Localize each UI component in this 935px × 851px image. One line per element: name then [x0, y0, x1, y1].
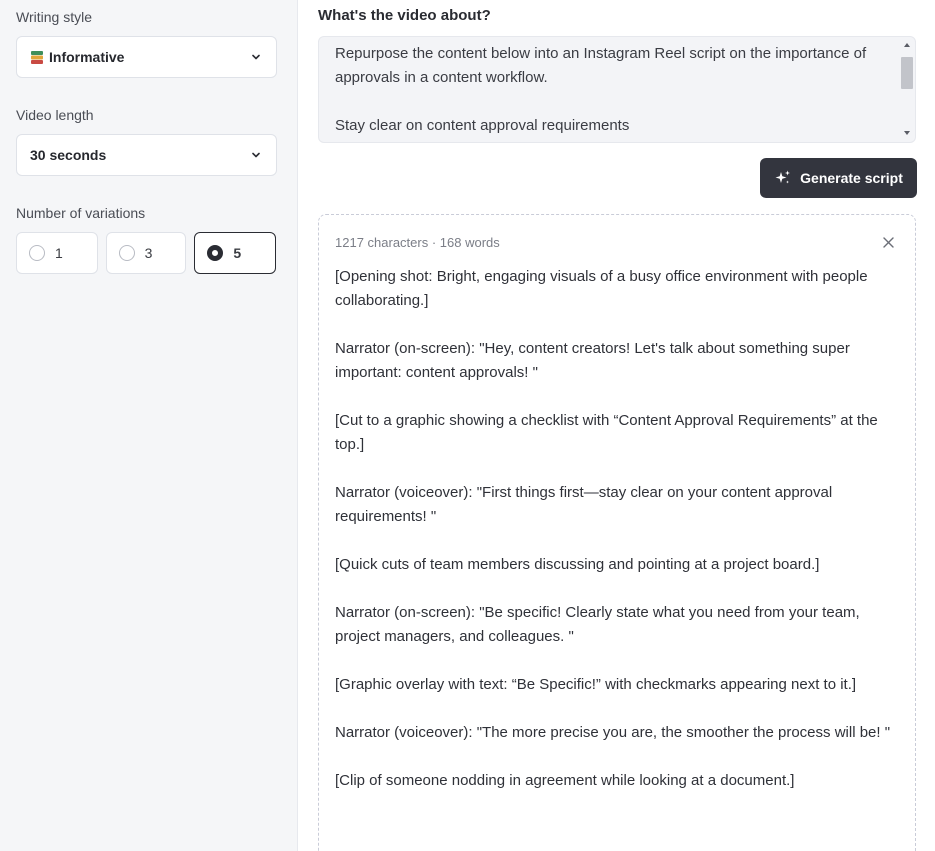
prompt-textarea[interactable] — [318, 36, 916, 143]
video-length-value: 30 seconds — [30, 147, 107, 163]
main-panel — [298, 0, 935, 851]
sparkle-icon — [774, 169, 792, 187]
scroll-thumb[interactable] — [901, 57, 913, 89]
prompt-title: What's the video about? — [318, 7, 491, 24]
books-icon — [30, 50, 44, 65]
chevron-down-icon — [250, 149, 262, 161]
scroll-up-arrow-icon[interactable] — [904, 43, 910, 47]
video-length-label: Video length — [16, 107, 94, 123]
variation-option-5[interactable] — [194, 232, 276, 274]
variation-label: 5 — [233, 245, 242, 261]
prompt-scrollbar[interactable] — [901, 37, 913, 142]
variation-option-3[interactable] — [106, 232, 187, 274]
scroll-down-arrow-icon[interactable] — [904, 131, 910, 135]
variation-option-1[interactable] — [16, 232, 98, 274]
radio-icon — [119, 245, 135, 261]
generate-script-button[interactable] — [760, 158, 917, 198]
variation-label: 3 — [144, 245, 153, 261]
output-header — [335, 231, 899, 253]
generated-script-panel — [318, 214, 916, 851]
generate-script-label: Generate script — [800, 170, 903, 186]
writing-style-select[interactable] — [16, 36, 277, 78]
variation-label: 1 — [55, 245, 63, 261]
writing-style-value: Informative — [49, 49, 125, 65]
settings-sidebar — [0, 0, 298, 851]
video-length-select[interactable] — [16, 134, 277, 176]
chevron-down-icon — [250, 51, 262, 63]
generated-script-text: [Opening shot: Bright, engaging visuals of a busy office environment with people collaborating.] Narrator (on-screen): "Hey, content creators! Let's talk about something super important: content approvals! " [Cut to a graphic showing a checklist with “Content Approval Requirements” at the top.] Narrator (voiceover): "First things first—stay clear on your content approval requirements! " [Quick cuts of team members discussing and pointing at a project board.] Narrator (on-screen): "Be specific! Clearly state what you need from your team, project managers, and colleagues. " [Graphic overlay with text: “Be Specific!” with checkmarks appearing next to it.] Narrator (voiceover): "The more precise you are, the smoother the process will be! " [Clip of someone nodding in agreement while looking at a document.] — [335, 268, 891, 789]
radio-icon — [29, 245, 45, 261]
variations-radio-group — [16, 232, 276, 274]
variations-label: Number of variations — [16, 205, 146, 221]
close-icon[interactable] — [877, 231, 899, 253]
writing-style-label: Writing style — [16, 9, 92, 25]
prompt-text: Repurpose the content below into an Instagram Reel script on the importance of approvals in a content workflow. Stay clear on content approval requirements — [335, 45, 867, 134]
radio-selected-icon — [207, 245, 223, 261]
character-word-count: 1217 characters · 168 words — [335, 234, 500, 250]
